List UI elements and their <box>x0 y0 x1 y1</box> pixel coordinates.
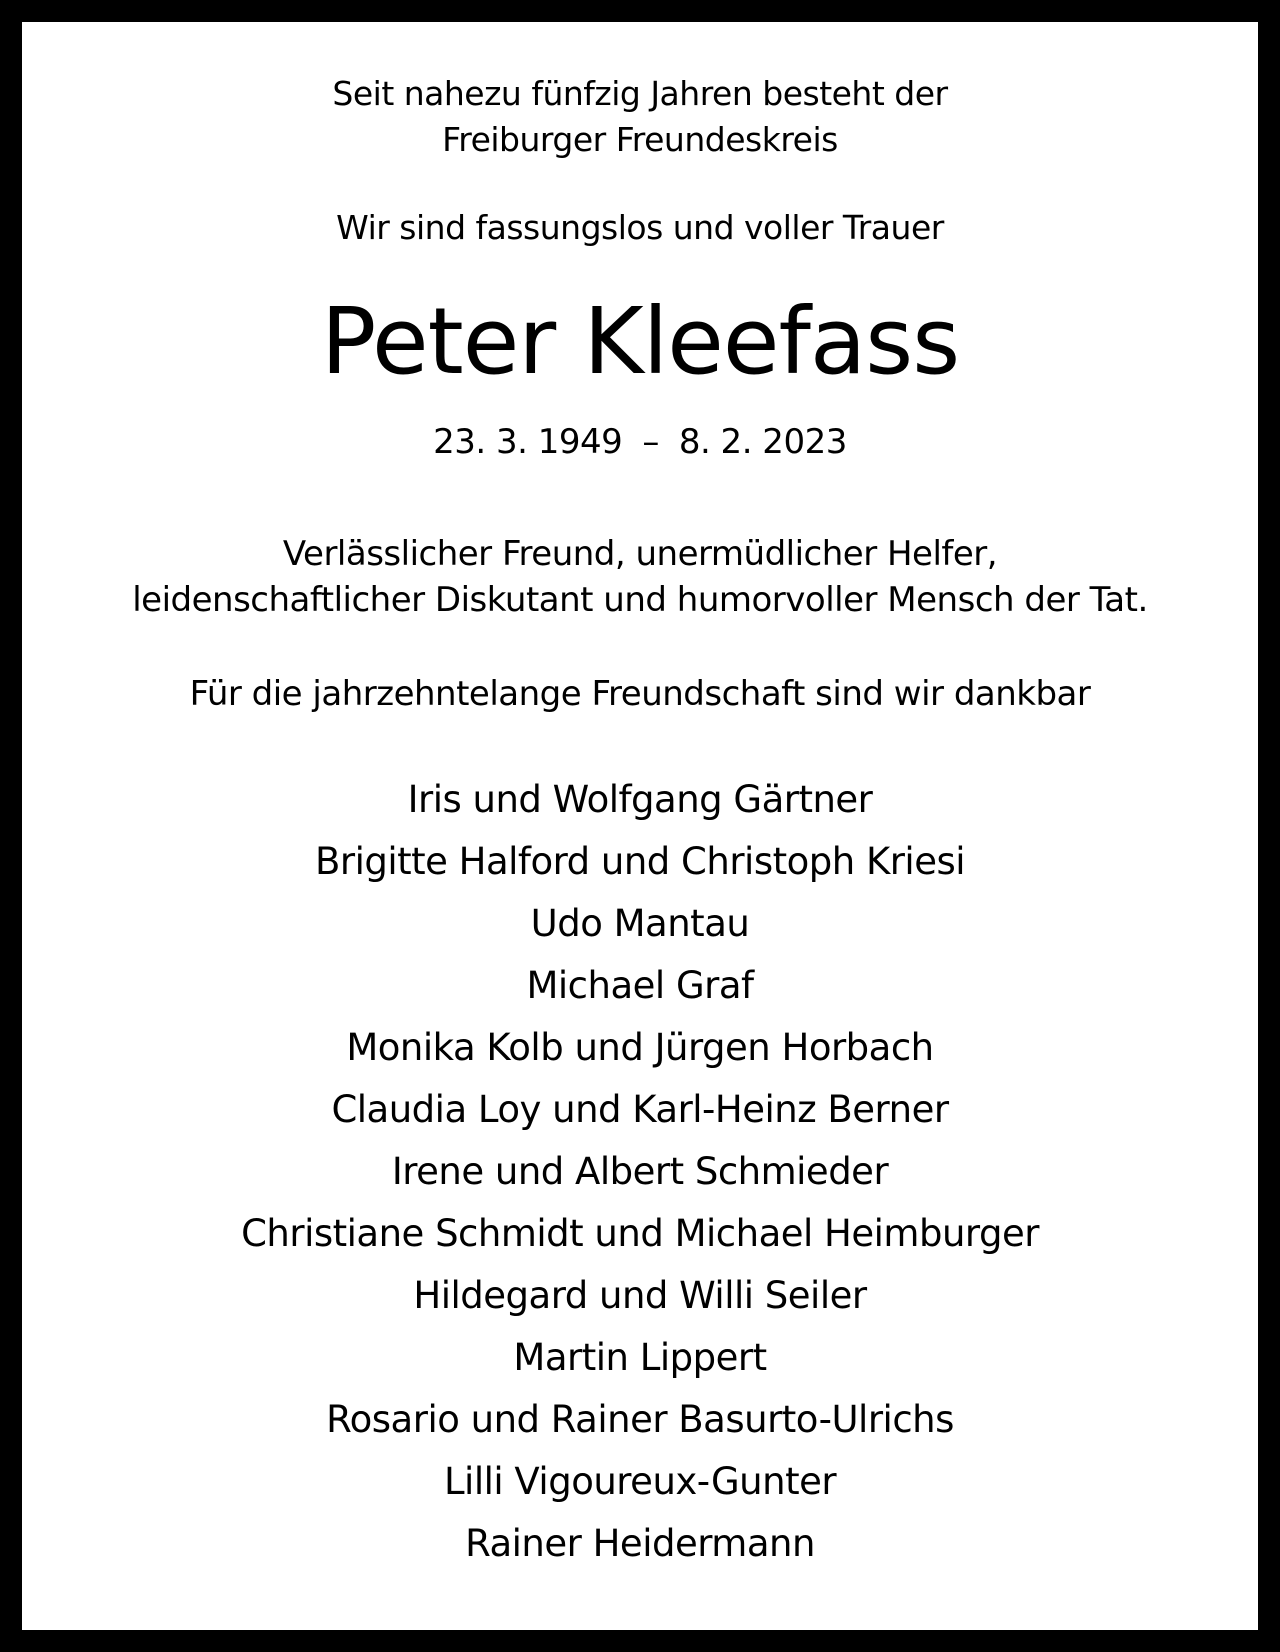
signer-1: Iris und Wolfgang Gärtner <box>407 778 873 821</box>
mourning-line: Wir sind fassungslos und voller Trauer <box>336 208 944 247</box>
signer-4: Michael Graf <box>526 964 754 1007</box>
signer-7: Irene und Albert Schmieder <box>391 1150 889 1193</box>
intro-line-1: Seit nahezu fünfzig Jahren besteht der <box>332 74 948 113</box>
signer-5: Monika Kolb und Jürgen Horbach <box>346 1026 934 1069</box>
signer-6: Claudia Loy und Karl-Heinz Berner <box>331 1088 949 1131</box>
description-line-1: Verlässlicher Freund, unermüdlicher Helfer, <box>282 534 998 574</box>
death-date: 8. 2. 2023 <box>678 422 847 462</box>
deceased-name: Peter Kleefass <box>320 288 960 395</box>
signer-8: Christiane Schmidt und Michael Heimburger <box>241 1212 1039 1255</box>
signer-12: Lilli Vigoureux-Gunter <box>443 1460 837 1503</box>
birth-date: 23. 3. 1949 <box>433 422 623 462</box>
signer-10: Martin Lippert <box>513 1336 767 1379</box>
signer-3: Udo Mantau <box>530 902 750 945</box>
intro-line-2: Freiburger Freundeskreis <box>442 120 838 159</box>
description-line-2: leidenschaftlicher Diskutant und humorvoller Mensch der Tat. <box>132 580 1148 620</box>
signer-9: Hildegard und Willi Seiler <box>413 1274 867 1317</box>
signer-2: Brigitte Halford und Christoph Kriesi <box>314 840 966 883</box>
date-separator: – <box>642 422 659 462</box>
obituary-notice <box>22 22 1258 1630</box>
thanks-line: Für die jahrzehntelange Freundschaft sind wir dankbar <box>189 674 1091 714</box>
life-dates <box>22 422 1258 462</box>
signer-13: Rainer Heidermann <box>465 1522 815 1565</box>
signer-11: Rosario und Rainer Basurto-Ulrichs <box>326 1398 954 1441</box>
